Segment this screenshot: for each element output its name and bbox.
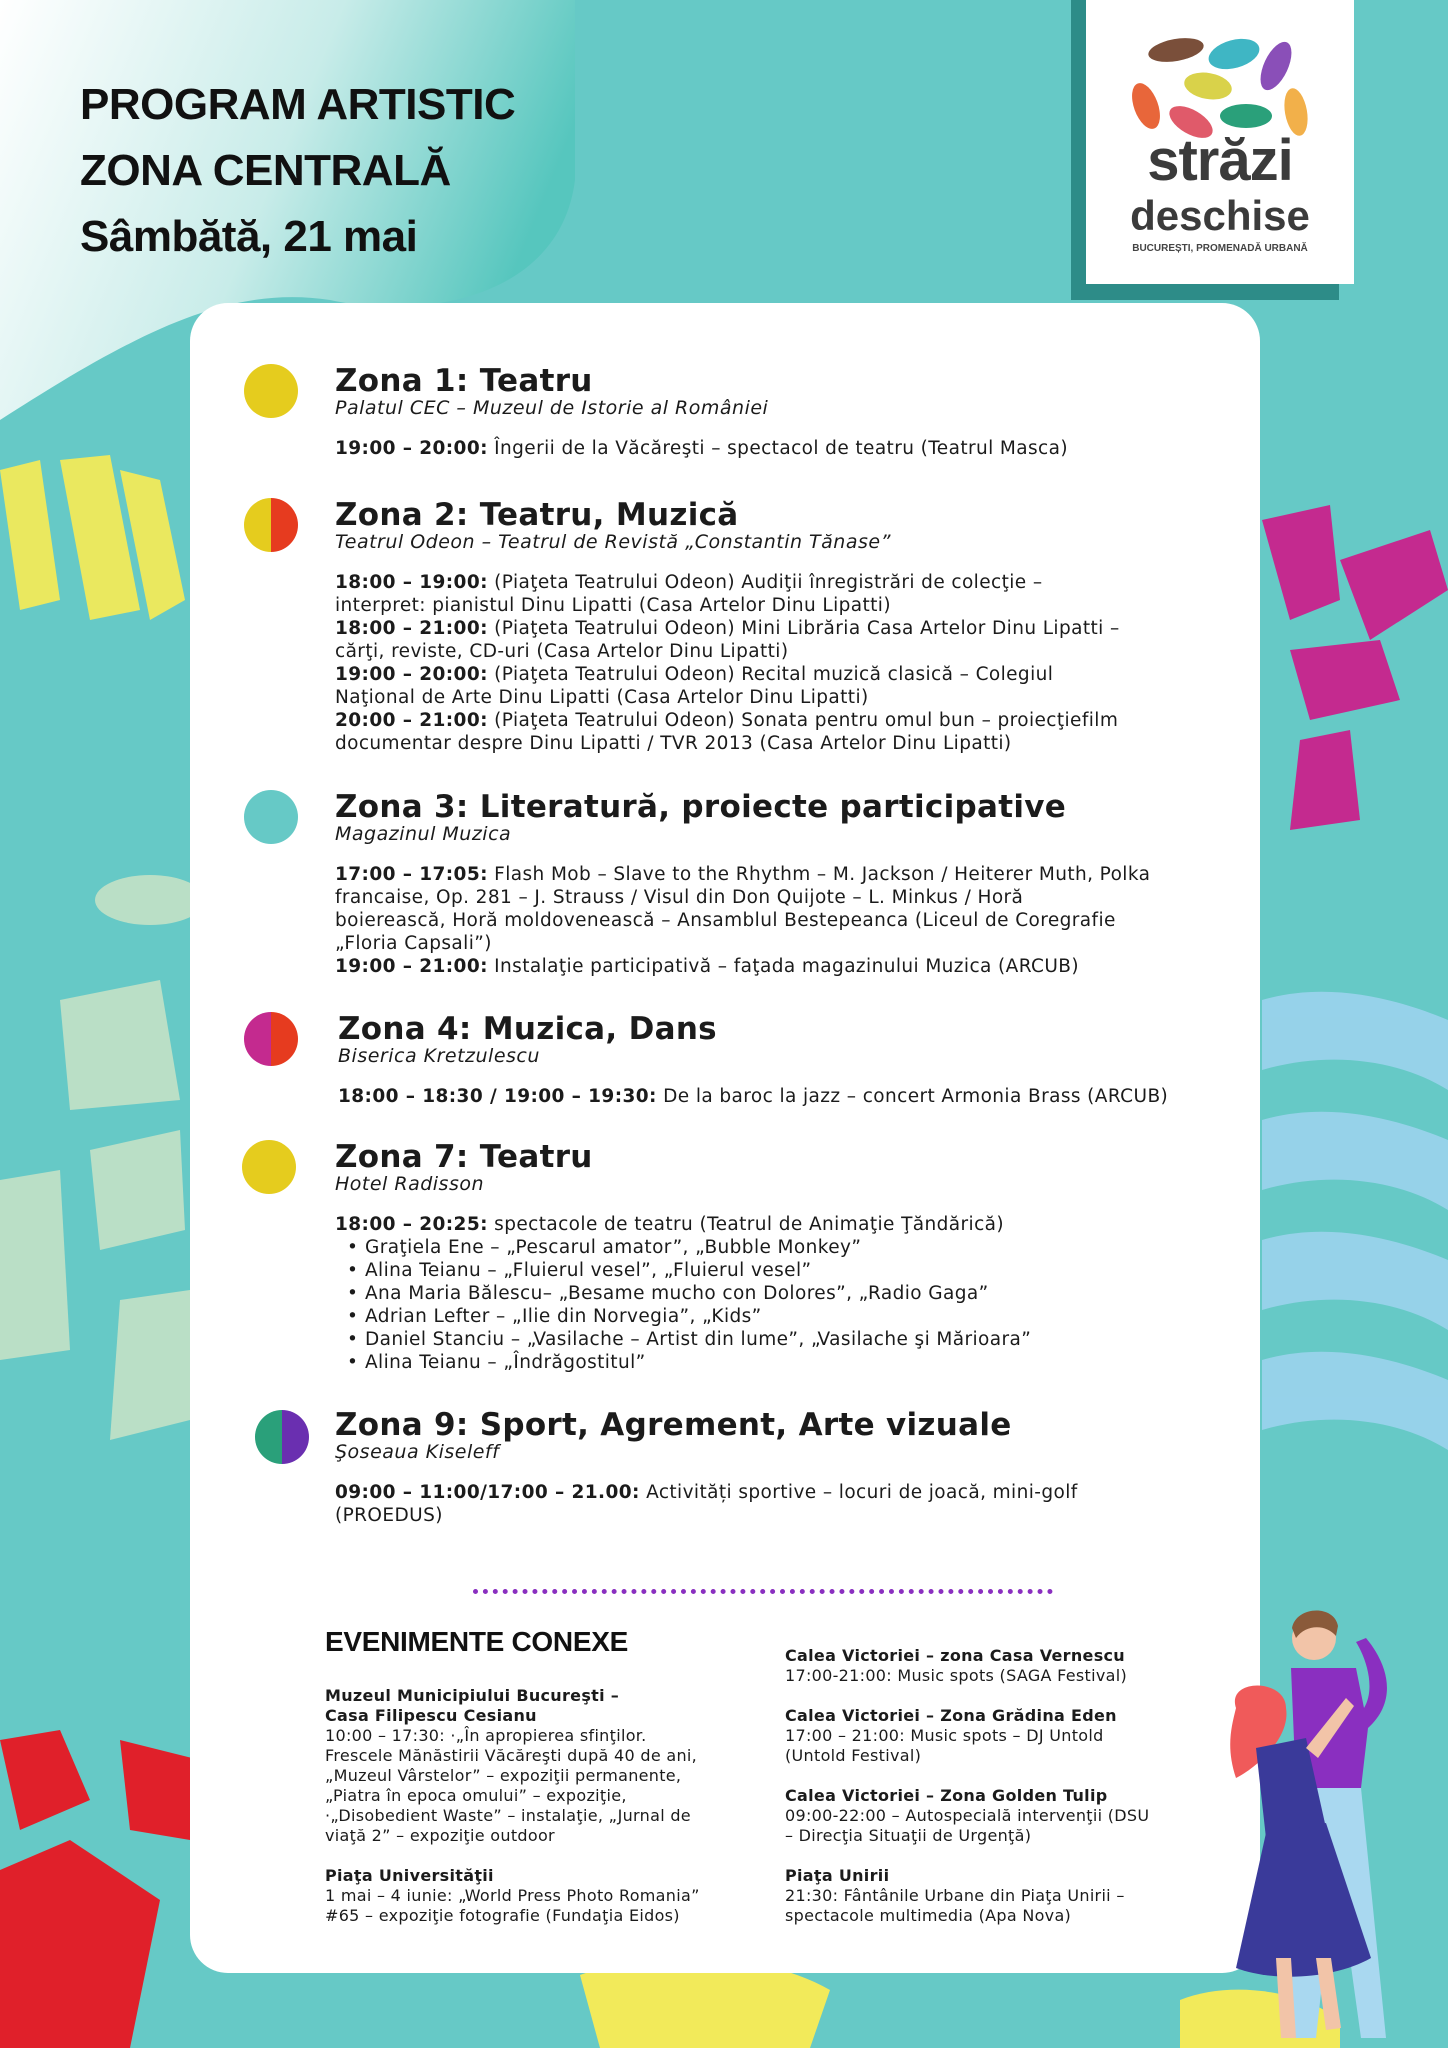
related-events-title: EVENIMENTE CONEXE <box>325 1626 628 1657</box>
zone-1-title: Zona 1: Teatru <box>335 363 593 399</box>
zone-9-title: Zona 9: Sport, Agrement, Arte vizuale <box>335 1407 1012 1443</box>
schedule-entry: 20:00 – 21:00: (Piaţeta Teatrului Odeon) Sonata pentru omul bun – proiecţiefilm <box>335 710 1119 731</box>
performers-list <box>347 1236 1235 1374</box>
program-card <box>190 303 1260 1973</box>
related-event: Calea Victoriei – Zona Grădina Eden 17:00 – 21:00: Music spots – DJ Untold (Untold Festival) <box>785 1706 1117 1765</box>
schedule-entry-cont: „Floria Capsali”) <box>335 933 492 954</box>
page-title <box>80 72 515 270</box>
footprints-icon <box>1086 0 1354 140</box>
list-item: • Alina Teianu – „Îndrăgostitul” <box>347 1351 1235 1374</box>
list-item: • Alina Teianu – „Fluierul vesel”, „Fluierul vesel” <box>347 1259 1235 1282</box>
zone-4-venue: Biserica Kretzulescu <box>338 1045 540 1067</box>
related-event: Piaţa Universităţii 1 mai – 4 iunie: „World Press Photo Romania” #65 – expoziţie fotografie (Fundaţia Eidos) <box>325 1866 700 1925</box>
schedule-entry: 19:00 – 21:00: Instalaţie participativă – faţada magazinului Muzica (ARCUB) <box>335 956 1080 977</box>
zone-7-schedule <box>335 1213 1235 1374</box>
schedule-entry-cont: cărţi, reviste, CD-uri (Casa Artelor Dinu Lipatti) <box>335 641 789 662</box>
logo <box>1086 0 1354 284</box>
logo-tagline: BUCUREȘTI, PROMENADĂ URBANĂ <box>1132 243 1308 254</box>
schedule-entry-cont: Naţional de Arte Dinu Lipatti (Casa Artelor Dinu Lipatti) <box>335 687 869 708</box>
title-line-3: Sâmbătă, 21 mai <box>80 212 418 261</box>
related-events-left-column <box>325 1686 700 1946</box>
zone-3-dot-icon <box>243 789 299 845</box>
zone-2-schedule <box>335 571 1235 755</box>
schedule-entry-cont: (PROEDUS) <box>335 1505 443 1526</box>
schedule-entry: 18:00 – 21:00: (Piaţeta Teatrului Odeon) Mini Librăria Casa Artelor Dinu Lipatti – <box>335 618 1120 639</box>
title-line-2: ZONA CENTRALĂ <box>80 146 451 195</box>
title-line-1: PROGRAM ARTISTIC <box>80 80 516 129</box>
zone-7-dot-icon <box>241 1139 297 1195</box>
zone-4-dot-icon <box>243 1011 299 1067</box>
schedule-entry-cont: documentar despre Dinu Lipatti / TVR 2013 (Casa Artelor Dinu Lipatti) <box>335 733 1012 754</box>
schedule-entry: 19:00 – 20:00: Îngerii de la Văcăreşti – spectacol de teatru (Teatrul Masca) <box>335 438 1068 459</box>
list-item: • Daniel Stanciu – „Vasilache – Artist din lume”, „Vasilache şi Mărioara” <box>347 1328 1235 1351</box>
logo-word-deschise: deschise <box>1130 192 1310 239</box>
zone-2-dot-icon <box>243 497 299 553</box>
zone-3-title: Zona 3: Literatură, proiecte participative <box>335 789 1067 825</box>
schedule-entry: 18:00 – 19:00: (Piaţeta Teatrului Odeon) Audiţii înregistrări de colecţie – <box>335 572 1043 593</box>
zone-4-schedule <box>338 1085 1238 1108</box>
zone-2-venue: Teatrul Odeon – Teatrul de Revistă „Constantin Tănase” <box>335 531 891 553</box>
schedule-entry: 09:00 – 11:00/17:00 – 21.00: Activități sportive – locuri de joacă, mini-golf <box>335 1482 1078 1503</box>
zone-4-title: Zona 4: Muzica, Dans <box>338 1011 717 1047</box>
related-events-right-column <box>785 1646 1149 1946</box>
zone-7-venue: Hotel Radisson <box>335 1173 485 1195</box>
zone-7-title: Zona 7: Teatru <box>335 1139 593 1175</box>
zone-3-schedule <box>335 863 1235 978</box>
schedule-entry: 17:00 – 17:05: Flash Mob – Slave to the Rhythm – M. Jackson / Heiterer Muth, Polka <box>335 864 1151 885</box>
related-event: Calea Victoriei – zona Casa Vernescu 17:00-21:00: Music spots (SAGA Festival) <box>785 1646 1128 1685</box>
schedule-entry-cont: interpret: pianistul Dinu Lipatti (Casa Artelor Dinu Lipatti) <box>335 595 891 616</box>
schedule-entry-cont: boierească, Horă moldovenească – Ansamblul Bestepeanca (Liceul de Coregrafie <box>335 910 1116 931</box>
dancers-illustration <box>1196 1598 1436 2048</box>
schedule-entry-cont: francaise, Op. 281 – J. Strauss / Visul din Don Quijote – L. Minkus / Horă <box>335 887 1024 908</box>
zone-1-venue: Palatul CEC – Muzeul de Istorie al României <box>335 397 769 419</box>
list-item: • Graţiela Ene – „Pescarul amator”, „Bubble Monkey” <box>347 1236 1235 1259</box>
dotted-divider <box>473 1589 1053 1594</box>
related-event: Piaţa Unirii 21:30: Fântânile Urbane din Piaţa Unirii – spectacole multimedia (Apa Nova) <box>785 1866 1125 1925</box>
zone-1-schedule <box>335 437 1235 460</box>
list-item: • Ana Maria Bălescu– „Besame mucho con Dolores”, „Radio Gaga” <box>347 1282 1235 1305</box>
related-event: Calea Victoriei – Zona Golden Tulip 09:00-22:00 – Autospecială intervenţii (DSU – Direcţia Situaţii de Urgenţă) <box>785 1786 1150 1845</box>
zone-1-dot-icon <box>243 363 299 419</box>
logo-word-strazi: străzi <box>1147 128 1293 193</box>
zone-2-title: Zona 2: Teatru, Muzică <box>335 497 739 533</box>
zone-9-schedule <box>335 1481 1235 1527</box>
schedule-entry: 19:00 – 20:00: (Piaţeta Teatrului Odeon) Recital muzică clasică – Colegiul <box>335 664 1054 685</box>
list-item: • Adrian Lefter – „Ilie din Norvegia”, „Kids” <box>347 1305 1235 1328</box>
schedule-entry: 18:00 – 18:30 / 19:00 – 19:30: De la baroc la jazz – concert Armonia Brass (ARCUB) <box>338 1086 1169 1107</box>
zone-9-dot-icon <box>254 1409 310 1465</box>
zone-3-venue: Magazinul Muzica <box>335 823 512 845</box>
zone-9-venue: Şoseaua Kiseleff <box>335 1441 500 1463</box>
schedule-entry: 18:00 – 20:25: spectacole de teatru (Teatrul de Animaţie Ţăndărică) <box>335 1214 1004 1235</box>
related-event: Muzeul Municipiului Bucureşti – Casa Filipescu Cesianu 10:00 – 17:30: ·„În apropierea sfinţilor. Frescele Mănăstirii Văcăreşti după 40 de ani, „Muzeul Vârstelor” – expoziţii permanente, „Piatra în epoca omului” – expoziţie, ·„Disobedient Waste” – instalaţie, „Jurnal de viaţă 2” – expoziţie outdoor <box>325 1686 698 1845</box>
